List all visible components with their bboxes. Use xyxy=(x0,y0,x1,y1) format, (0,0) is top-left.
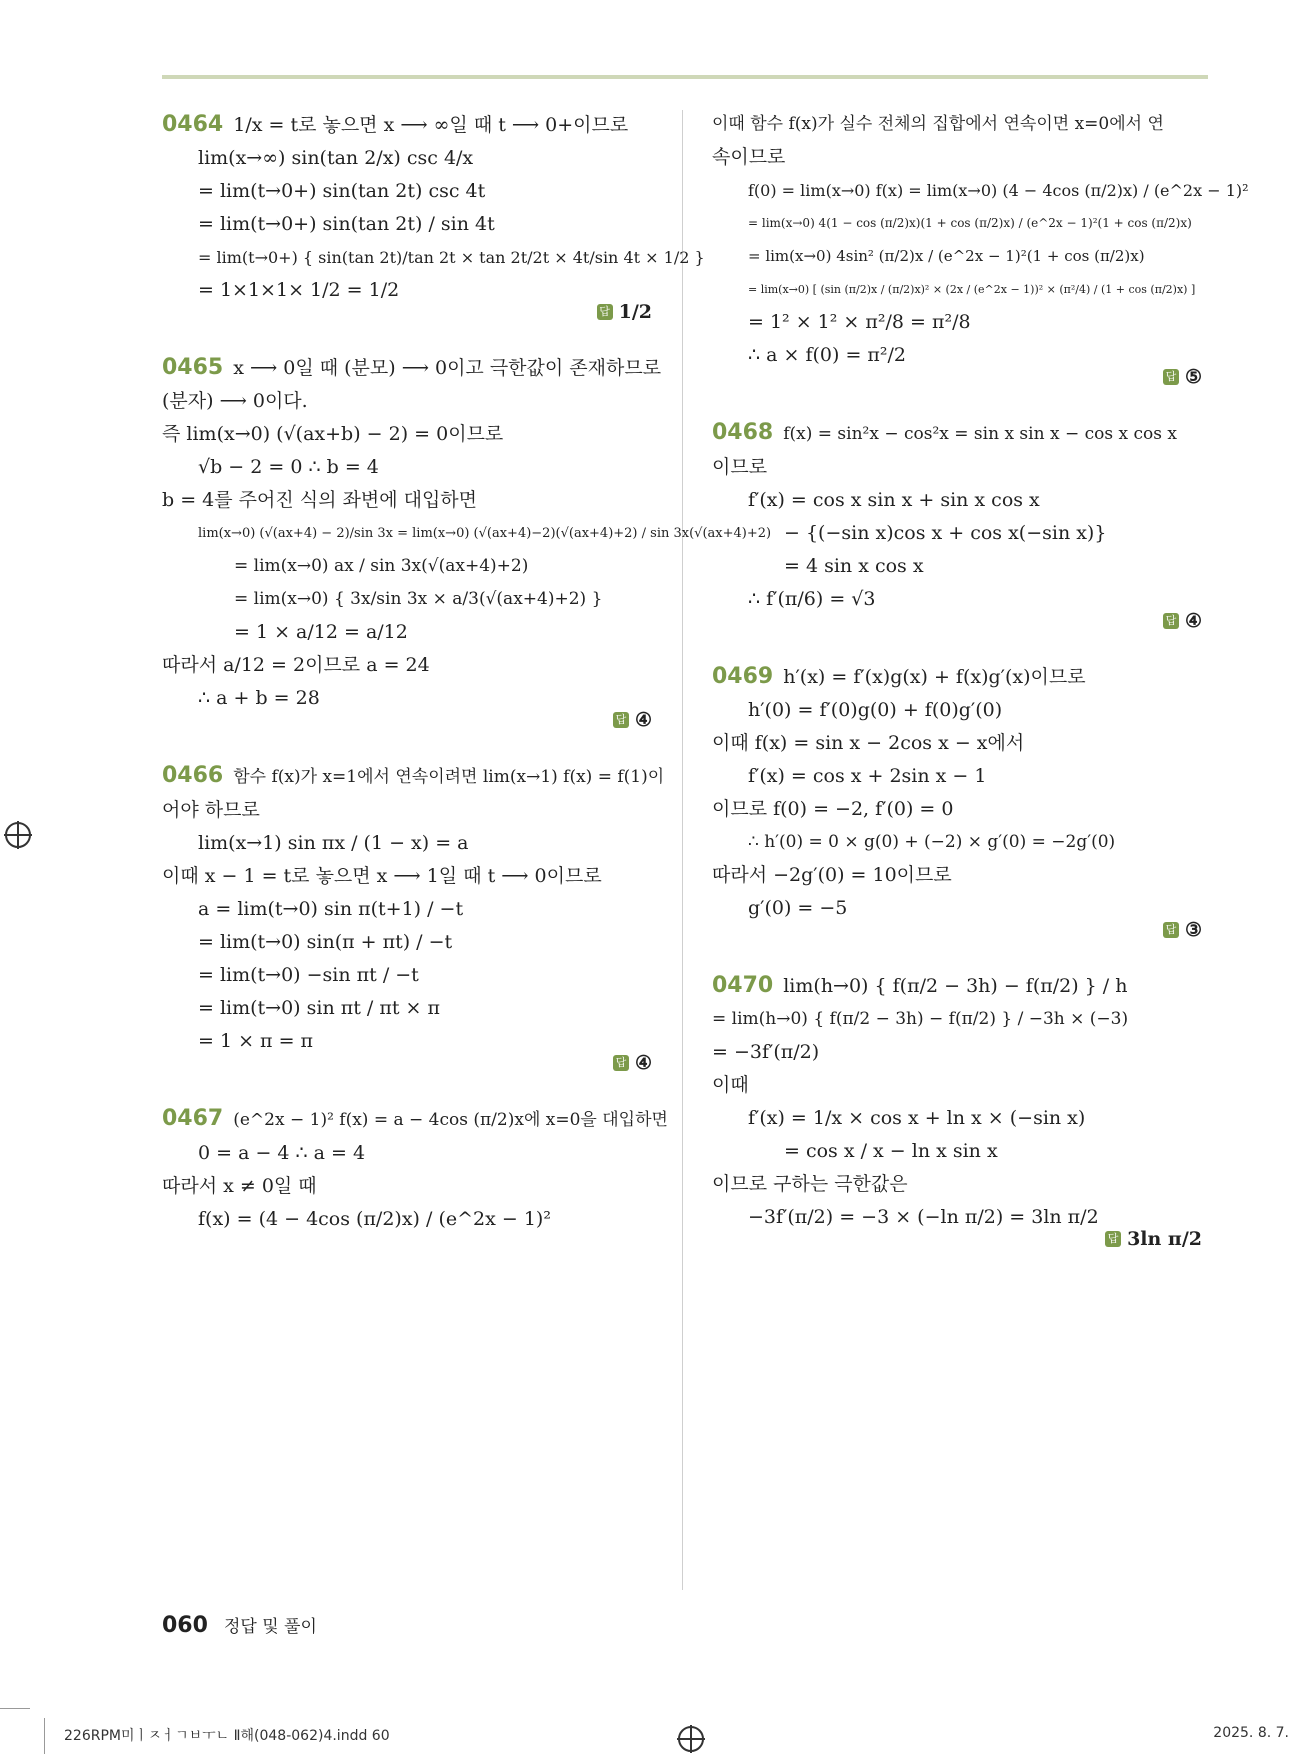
solution-line: 어야 하므로 xyxy=(162,799,260,821)
solution-line: 이므로 f(0) = −2, f′(0) = 0 xyxy=(712,798,954,820)
answer-badge-icon: 답 xyxy=(1163,922,1179,938)
solution-line: x ⟶ 0일 때 (분모) ⟶ 0이고 극한값이 존재하므로 xyxy=(233,357,662,379)
problem-number: 0466 xyxy=(162,763,224,788)
solution-line: = lim(t→0+) sin(tan 2t) csc 4t xyxy=(198,180,486,202)
answer-value: ⑤ xyxy=(1184,366,1202,388)
solution-line: h′(0) = f′(0)g(0) + f(0)g′(0) xyxy=(748,699,1003,721)
solution-line: ∴ h′(0) = 0 × g(0) + (−2) × g′(0) = −2g′(0) xyxy=(748,832,1116,852)
solution-line: f(x) = sin²x − cos²x = sin x sin x − cos x cos x xyxy=(783,424,1177,444)
problem-0464 xyxy=(162,108,705,323)
page-number: 060 xyxy=(162,1613,208,1638)
problem-number: 0468 xyxy=(712,420,774,445)
solution-line: 이므로 구하는 극한값은 xyxy=(712,1173,908,1195)
solution-line: 이때 f(x) = sin x − 2cos x − x에서 xyxy=(712,732,1025,754)
print-date: 2025. 8. 7. xyxy=(1213,1725,1289,1741)
solution-line: 함수 f(x)가 x=1에서 연속이려면 lim(x→1) f(x) = f(1)이 xyxy=(233,767,665,787)
solution-line: − {(−sin x)cos x + cos x(−sin x)} xyxy=(784,522,1107,544)
answer-badge-icon: 답 xyxy=(613,712,629,728)
solution-line: = −3f′(π/2) xyxy=(712,1041,820,1063)
solution-line: b = 4를 주어진 식의 좌변에 대입하면 xyxy=(162,489,478,511)
solution-line: = lim(t→0) sin(π + πt) / −t xyxy=(198,931,453,953)
solution-line: = lim(t→0+) sin(tan 2t) / sin 4t xyxy=(198,213,495,235)
registration-mark-icon xyxy=(5,822,31,848)
answer-badge-icon: 답 xyxy=(1163,613,1179,629)
solution-line: h′(x) = f′(x)g(x) + f(x)g′(x)이므로 xyxy=(783,666,1086,688)
answer-value: ④ xyxy=(1184,610,1202,632)
solution-line: f(0) = lim(x→0) f(x) = lim(x→0) (4 − 4cos (π/2)x) / (e^2x − 1)² xyxy=(748,181,1249,200)
right-column xyxy=(712,108,1249,1278)
crop-mark xyxy=(44,1718,45,1754)
solution-line: lim(x→0) (√(ax+4) − 2)/sin 3x = lim(x→0) (√(ax+4)−2)(√(ax+4)+2) / sin 3x(√(ax+4)+2) xyxy=(198,526,772,541)
problem-number: 0467 xyxy=(162,1106,224,1131)
solution-line: 1/x = t로 놓으면 x ⟶ ∞일 때 t ⟶ 0+이므로 xyxy=(233,114,629,136)
solution-line: (분자) ⟶ 0이다. xyxy=(162,390,308,412)
problem-0470 xyxy=(712,969,1202,1250)
crop-mark xyxy=(0,1708,30,1709)
problem-0468 xyxy=(712,416,1202,632)
solution-line: = 1 × a/12 = a/12 xyxy=(234,621,408,643)
solution-line: f′(x) = cos x sin x + sin x cos x xyxy=(748,489,1040,511)
solution-line: 따라서 a/12 = 2이므로 a = 24 xyxy=(162,654,430,676)
problem-0467-continued xyxy=(712,108,1249,388)
solution-line: g′(0) = −5 xyxy=(748,897,848,919)
solution-line: f′(x) = cos x + 2sin x − 1 xyxy=(748,765,987,787)
solution-line: 따라서 −2g′(0) = 10이므로 xyxy=(712,864,952,886)
solution-line: = 1×1×1× 1/2 = 1/2 xyxy=(198,279,400,301)
solution-line: = 1² × 1² × π²/8 = π²/8 xyxy=(748,311,971,333)
solution-line: lim(x→∞) sin(tan 2/x) csc 4/x xyxy=(198,147,474,169)
answer-badge-icon: 답 xyxy=(1163,369,1179,385)
solution-line: 속이므로 xyxy=(712,146,786,168)
solution-line: (e^2x − 1)² f(x) = a − 4cos (π/2)x에 x=0을 대입하면 xyxy=(233,1110,668,1130)
answer-value: 3ln π/2 xyxy=(1127,1228,1202,1250)
solution-line: ∴ a + b = 28 xyxy=(198,687,320,709)
solution-line: = lim(t→0) sin πt / πt × π xyxy=(198,997,440,1019)
page-footer xyxy=(162,1612,317,1638)
answer-value: ④ xyxy=(634,1052,652,1074)
solution-line: ∴ a × f(0) = π²/2 xyxy=(748,344,906,366)
solution-line: = lim(t→0+) { sin(tan 2t)/tan 2t × tan 2t/2t × 4t/sin 4t × 1/2 } xyxy=(198,248,705,267)
answer-badge-icon: 답 xyxy=(613,1055,629,1071)
answer-badge-icon: 답 xyxy=(597,304,613,320)
solution-line: f(x) = (4 − 4cos (π/2)x) / (e^2x − 1)² xyxy=(198,1208,551,1230)
solution-line: 이때 xyxy=(712,1074,749,1096)
solution-line: lim(h→0) { f(π/2 − 3h) − f(π/2) } / h xyxy=(783,975,1128,997)
solution-line: = cos x / x − ln x sin x xyxy=(784,1140,998,1162)
problem-number: 0469 xyxy=(712,664,774,689)
solution-line: 이때 x − 1 = t로 놓으면 x ⟶ 1일 때 t ⟶ 0이므로 xyxy=(162,865,602,887)
solution-line: √b − 2 = 0 ∴ b = 4 xyxy=(198,456,379,478)
problem-number: 0464 xyxy=(162,112,224,137)
solution-line: = lim(x→0) { 3x/sin 3x × a/3(√(ax+4)+2) } xyxy=(234,589,603,609)
solution-line: a = lim(t→0) sin π(t+1) / −t xyxy=(198,898,464,920)
solution-line: = 4 sin x cos x xyxy=(784,555,924,577)
solution-line: 0 = a − 4 ∴ a = 4 xyxy=(198,1142,366,1164)
solution-line: = lim(t→0) −sin πt / −t xyxy=(198,964,419,986)
print-file-info: 226RPM미ㅣㅈㅓㄱㅂㅜㄴ Ⅱ해(048-062)4.indd 60 xyxy=(64,1728,390,1744)
problem-number: 0465 xyxy=(162,355,224,380)
answer-value: ③ xyxy=(1184,919,1202,941)
problem-0469 xyxy=(712,660,1202,941)
page-label: 정답 및 풀이 xyxy=(223,1617,317,1637)
top-rule xyxy=(162,75,1208,79)
solution-line: = lim(x→0) [ (sin (π/2)x / (π/2)x)² × (2x / (e^2x − 1))² × (π²/4) / (1 + cos (π/2)x) ] xyxy=(748,283,1196,296)
column-divider xyxy=(682,110,683,1590)
answer-value: 1/2 xyxy=(618,301,652,323)
solution-line: 즉 lim(x→0) (√(ax+b) − 2) = 0이므로 xyxy=(162,423,504,445)
problem-0466 xyxy=(162,759,665,1074)
solution-line: 이때 함수 f(x)가 실수 전체의 집합에서 연속이면 x=0에서 연 xyxy=(712,114,1164,134)
solution-line: f′(x) = 1/x × cos x + ln x × (−sin x) xyxy=(748,1107,1086,1129)
solution-line: 이므로 xyxy=(712,456,768,478)
registration-mark-icon xyxy=(678,1726,704,1752)
solution-line: = lim(h→0) { f(π/2 − 3h) − f(π/2) } / −3h × (−3) xyxy=(712,1009,1129,1029)
problem-0467 xyxy=(162,1102,668,1236)
solution-line: −3f′(π/2) = −3 × (−ln π/2) = 3ln π/2 xyxy=(748,1206,1099,1228)
solution-line: lim(x→1) sin πx / (1 − x) = a xyxy=(198,832,469,854)
solution-line: = lim(x→0) 4(1 − cos (π/2)x)(1 + cos (π/2)x) / (e^2x − 1)²(1 + cos (π/2)x) xyxy=(748,216,1192,230)
solution-line: = 1 × π = π xyxy=(198,1030,314,1052)
answer-badge-icon: 답 xyxy=(1105,1231,1121,1247)
solution-line: = lim(x→0) ax / sin 3x(√(ax+4)+2) xyxy=(234,556,529,576)
solution-line: ∴ f′(π/6) = √3 xyxy=(748,588,876,610)
solution-line: 따라서 x ≠ 0일 때 xyxy=(162,1175,317,1197)
answer-value: ④ xyxy=(634,709,652,731)
solution-line: = lim(x→0) 4sin² (π/2)x / (e^2x − 1)²(1 + cos (π/2)x) xyxy=(748,247,1145,265)
problem-number: 0470 xyxy=(712,973,774,998)
